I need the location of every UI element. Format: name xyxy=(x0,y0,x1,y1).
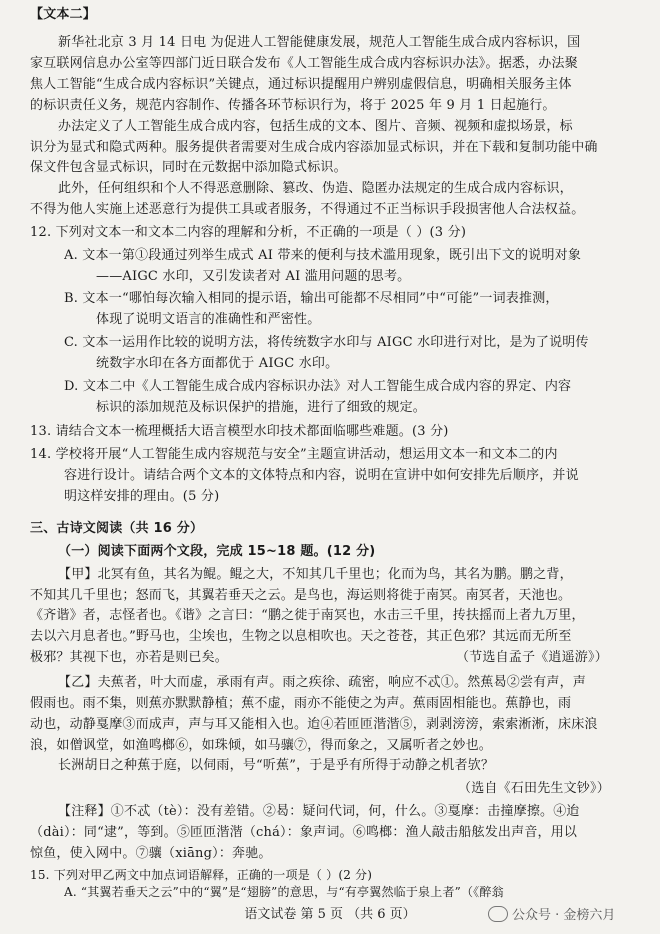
watermark xyxy=(488,904,615,923)
para-line: 不得为他人实施上述恶意行为提供工具或者服务，不得通过不正当标识手段损害他人合法权益。 xyxy=(30,202,585,217)
source-yi: （选自《石田先生文钞》） xyxy=(458,781,610,796)
option-d-cont: 标识的添加规范及标识保护的措施，进行了细致的规定。 xyxy=(96,400,427,415)
question-15: 15. 下列对甲乙两文中加点词语解释，正确的一项是（ ）(2 分) xyxy=(30,868,373,882)
source-jia: （节选自孟子《逍遥游》） xyxy=(456,650,608,665)
passage-yi: 【乙】夫蕉者，叶大而虚，承雨有声。雨之疾徐、疏密，响应不忒①。然蕉曷②尝有声，声 xyxy=(58,675,587,690)
question-13: 13. 请结合文本一梳理概括大语言模型水印技术都面临哪些难题。(3 分) xyxy=(30,424,449,439)
para-line: 家互联网信息办公室等四部门近日联合发布《人工智能生成合成内容标识办法》。据悉，办法聚 xyxy=(30,56,578,71)
notes: （dài）：同“逮”，等到。⑤匝匝湝湝（chá）：象声词。⑥鸣榔：渔人敲击船舷发出声音，用以 xyxy=(30,825,578,840)
passage-yi: 假雨也。雨不集，则蕉亦默默静植；蕉不虚，雨亦不能使之为声。蕉雨固相能也。蕉静也，雨 xyxy=(30,696,572,711)
question-12: 12. 下列对文本一和文本二内容的理解和分析，不正确的一项是（ ）(3 分) xyxy=(30,225,467,240)
para-line: 此外，任何组织和个人不得恶意删除、篡改、伪造、隐匿办法规定的生成合成内容标识， xyxy=(58,181,573,196)
option-a: A. 文本一第①段通过列举生成式 AI 带来的便利与技术滥用现象，既引出下文的说明对象 xyxy=(64,248,582,263)
para-line: 保文件包含显式标识，同时在元数据中添加隐式标识。 xyxy=(30,160,347,175)
passage-jia: 《齐谐》者，志怪者也。《谐》之言曰：“鹏之徙于南冥也，水击三千里，抟扶摇而上者九万里， xyxy=(30,608,585,623)
para-line: 办法定义了人工智能生成合成内容，包括生成的文本、图片、音频、视频和虚拟场景，标 xyxy=(58,119,573,134)
subsection-heading: （一）阅读下面两个文段，完成 15~18 题。(12 分) xyxy=(58,544,376,559)
option-15a: A. “其翼若垂天之云”中的“翼”是“翅膀”的意思，与“有亭翼然临于泉上者”（《醉翁 xyxy=(64,885,504,899)
passage-yi: 浪，如僧讽堂，如渔鸣榔⑥，如珠倾，如马骧⑦，得而象之，又属听者之妙也。 xyxy=(30,738,493,753)
para-line: 识分为显式和隐式两种。服务提供者需要对生成合成内容添加显式标识，并在下载和复制功能中确 xyxy=(30,140,598,155)
section-heading: 三、古诗文阅读（共 16 分） xyxy=(30,521,204,536)
option-b: B. 文本一“哪怕每次输入相同的提示语，输出可能都不尽相同”中“可能”一词表推测， xyxy=(64,291,559,306)
question-14: 14. 学校将开展“人工智能生成内容规范与安全”主题宣讲活动，想运用文本一和文本二的内 xyxy=(30,447,558,462)
passage-jia: 极邪？其视下也，亦若是则已矣。 xyxy=(30,650,229,665)
passage-jia: 不知其几千里也；怒而飞，其翼若垂天之云。是鸟也，海运则将徙于南冥。南冥者，天池也。 xyxy=(30,588,572,603)
page-footer: 语文试卷 第 5 页 （共 6 页） xyxy=(244,907,416,922)
passage-yi: 长洲胡日之种蕉于庭，以伺雨，号“听蕉”，于是乎有所得于动静之机者欤？ xyxy=(58,758,495,773)
para-line: 新华社北京 3 月 14 日电 为促进人工智能健康发展，规范人工智能生成合成内容标识，国 xyxy=(58,35,581,50)
text2-heading: 【文本二】 xyxy=(30,7,97,22)
option-c: C. 文本一运用作比较的说明方法，将传统数字水印与 AIGC 水印进行对比，是为了说明传 xyxy=(64,335,589,350)
wechat-icon xyxy=(488,906,508,922)
passage-jia: 【甲】北冥有鱼，其名为鲲。鲲之大，不知其几千里也；化而为鸟，其名为鹏。鹏之背， xyxy=(58,567,573,582)
option-b-cont: 体现了说明文语言的准确性和严密性。 xyxy=(96,312,321,327)
notes: 惊鱼，使入网中。⑦骧（xiāng）：奔驰。 xyxy=(30,846,272,861)
option-a-cont: ——AIGC 水印，又引发读者对 AI 滥用问题的思考。 xyxy=(96,269,411,284)
question-14-cont: 容进行设计。请结合两个文本的文体特点和内容，说明在宣讲中如何安排先后顺序，并说 xyxy=(64,468,579,483)
notes: 【注释】①不忒（tè）：没有差错。②曷：疑问代词，何，什么。③戛摩：击撞摩擦。④迨 xyxy=(58,804,580,819)
option-d: D. 文本二中《人工智能生成合成内容标识办法》对人工智能生成合成内容的界定、内容 xyxy=(64,379,572,394)
question-14-cont: 明这样安排的理由。(5 分) xyxy=(64,489,220,504)
option-c-cont: 统数字水印在各方面都优于 AIGC 水印。 xyxy=(96,356,339,371)
watermark-text: 公众号 · 金榜六月 xyxy=(512,908,616,923)
passage-yi: 动也，动静戛摩③而成声，声与耳又能相入也。迨④若匝匝湝湝⑤，剥剥滂滂，索索淅淅，床床浪 xyxy=(30,717,598,732)
para-line: 焦人工智能“生成合成内容标识”关键点，通过标识提醒用户辨别虚假信息，明确相关服务主体 xyxy=(30,77,572,92)
passage-jia: 去以六月息者也。”野马也，尘埃也，生物之以息相吹也。天之苍苍，其正色邪？其远而无所至 xyxy=(30,629,572,644)
para-line: 的标识责任义务，规范内容制作、传播各环节标识行为，将于 2025 年 9 月 1 日起施行。 xyxy=(30,98,556,113)
